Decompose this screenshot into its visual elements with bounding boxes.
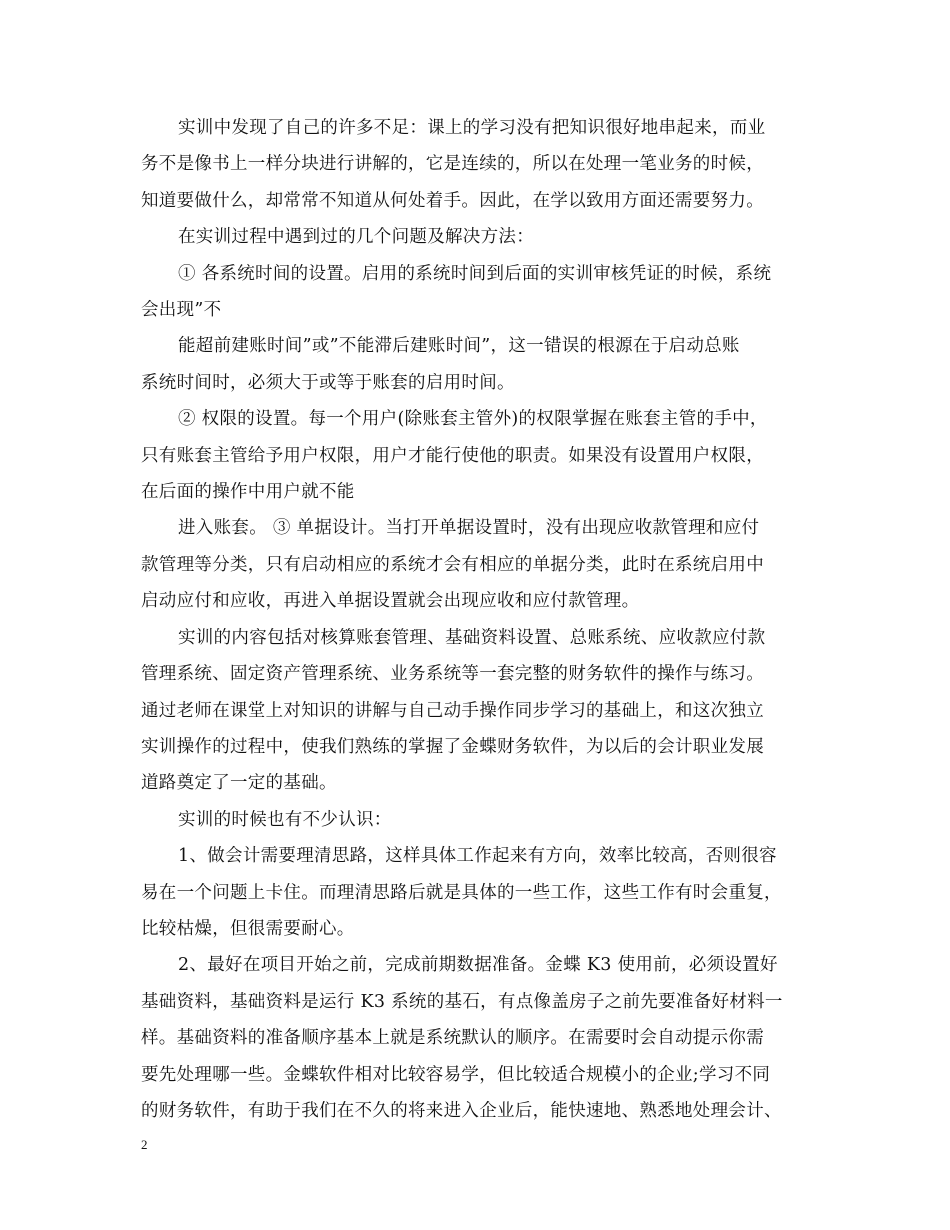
text-line: 能超前建账时间”或”不能滞后建账时间”，这一错误的根源在于启动总账: [178, 336, 740, 357]
text-line: 2、最好在项目开始之前，完成前期数据准备。金蝶 K3 使用前，必须设置好: [178, 955, 778, 976]
text-line: 易在一个问题上卡住。而理清思路后就是具体的一些工作，这些工作有时会重复，: [141, 882, 782, 903]
text-line: 会出现”不: [141, 300, 222, 321]
text-line: 实训中发现了自己的许多不足：课上的学习没有把知识很好地串起来，而业: [178, 118, 766, 138]
text-line: 在实训过程中遇到过的几个问题及解决方法：: [178, 227, 534, 248]
text-line: 启动应付和应收，再进入单据设置就会出现应收和应付款管理。: [141, 591, 640, 612]
text-line: 比较枯燥，但很需要耐心。: [141, 918, 355, 939]
text-line: 款管理等分类，只有启动相应的系统才会有相应的单据分类，此时在系统启用中: [141, 554, 764, 575]
body-text: [141, 110, 821, 1129]
text-line: 道路奠定了一定的基础。: [141, 773, 337, 794]
text-line: 进入账套。 ③ 单据设计。当打开单据设置时，没有出现应收款管理和应付: [178, 518, 760, 539]
text-line: 实训的内容包括对核算账套管理、基础资料设置、总账系统、应收款应付款: [178, 627, 766, 648]
text-line: 样。基础资料的准备顺序基本上就是系统默认的顺序。在需要时会自动提示你需: [141, 1028, 764, 1049]
text-line: 管理系统、固定资产管理系统、业务系统等一套完整的财务软件的操作与练习。: [141, 664, 764, 685]
text-line: 实训的时候也有不少认识：: [178, 809, 392, 830]
text-line: 的财务软件，有助于我们在不久的将来进入企业后，能快速地、熟悉地处理会计、: [141, 1100, 782, 1121]
text-line: ② 权限的设置。每一个用户(除账套主管外)的权限掌握在账套主管的手中，: [178, 409, 768, 430]
text-line: 实训操作的过程中，使我们熟练的掌握了金蝶财务软件，为以后的会计职业发展: [141, 736, 764, 757]
text-line: 要先处理哪一些。金蝶软件相对比较容易学，但比较适合规模小的企业;学习不同: [141, 1064, 771, 1085]
text-line: 只有账套主管给予用户权限，用户才能行使他的职责。如果没有设置用户权限，: [141, 445, 764, 466]
text-line: 1、做会计需要理清思路，这样具体工作起来有方向，效率比较高，否则很容: [178, 846, 777, 867]
text-line: 基础资料，基础资料是运行 K3 系统的基石，有点像盖房子之前先要准备好材料一: [141, 991, 783, 1012]
text-line: ① 各系统时间的设置。启用的系统时间到后面的实训审核凭证的时候，系统: [178, 263, 772, 284]
page-number: 2: [141, 1137, 148, 1152]
text-line: 通过老师在课堂上对知识的讲解与自己动手操作同步学习的基础上，和这次独立: [141, 700, 764, 721]
text-line: 务不是像书上一样分块进行讲解的，它是连续的，所以在处理一笔业务的时候，: [141, 154, 764, 175]
text-line: 系统时间时，必须大于或等于账套的启用时间。: [141, 372, 515, 393]
text-line: 知道要做什么，却常常不知道从何处着手。因此，在学以致用方面还需要努力。: [141, 190, 764, 211]
text-line: 在后面的操作中用户就不能: [141, 482, 355, 503]
